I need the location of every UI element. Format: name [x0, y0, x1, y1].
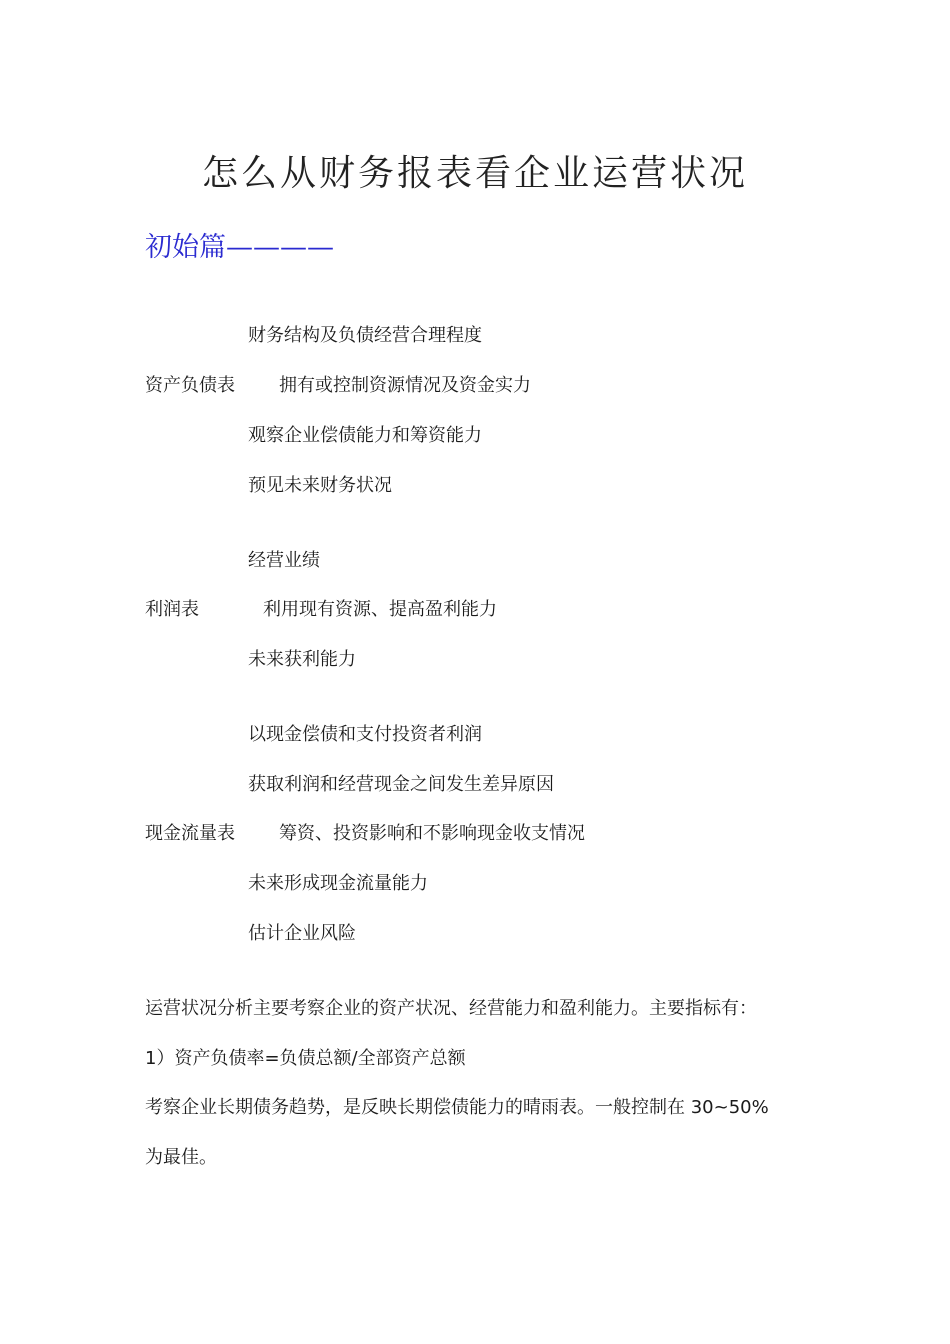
indicator-formula: 1）资产负债率=负债总额/全部资产总额 — [145, 1048, 466, 1069]
indicator-description: 考察企业长期债务趋势，是反映长期偿债能力的晴雨表。一般控制在 30~50% — [145, 1097, 769, 1118]
balance-sheet-item: 拥有或控制资源情况及资金实力 — [279, 375, 531, 396]
indicator-description-continued: 为最佳。 — [145, 1147, 217, 1168]
cash-flow-item: 以现金偿债和支付投资者利润 — [248, 724, 482, 745]
income-statement-label: 利润表 — [145, 599, 199, 620]
cash-flow-item: 未来形成现金流量能力 — [248, 873, 428, 894]
section-heading: 初始篇———— — [145, 232, 334, 263]
balance-sheet-item: 预见未来财务状况 — [248, 475, 392, 496]
balance-sheet-item: 财务结构及负债经营合理程度 — [248, 325, 482, 346]
cash-flow-label: 现金流量表 — [145, 823, 235, 844]
analysis-intro: 运营状况分析主要考察企业的资产状况、经营能力和盈利能力。主要指标有： — [145, 998, 757, 1019]
balance-sheet-item: 观察企业偿债能力和筹资能力 — [248, 425, 482, 446]
income-statement-item: 经营业绩 — [248, 550, 320, 571]
income-statement-item: 利用现有资源、提高盈利能力 — [263, 599, 497, 620]
balance-sheet-label: 资产负债表 — [145, 375, 235, 396]
cash-flow-item: 获取利润和经营现金之间发生差异原因 — [248, 774, 554, 795]
income-statement-item: 未来获利能力 — [248, 649, 356, 670]
cash-flow-item: 估计企业风险 — [248, 923, 356, 944]
document-title: 怎么从财务报表看企业运营状况 — [201, 153, 748, 194]
cash-flow-item: 筹资、投资影响和不影响现金收支情况 — [279, 823, 585, 844]
